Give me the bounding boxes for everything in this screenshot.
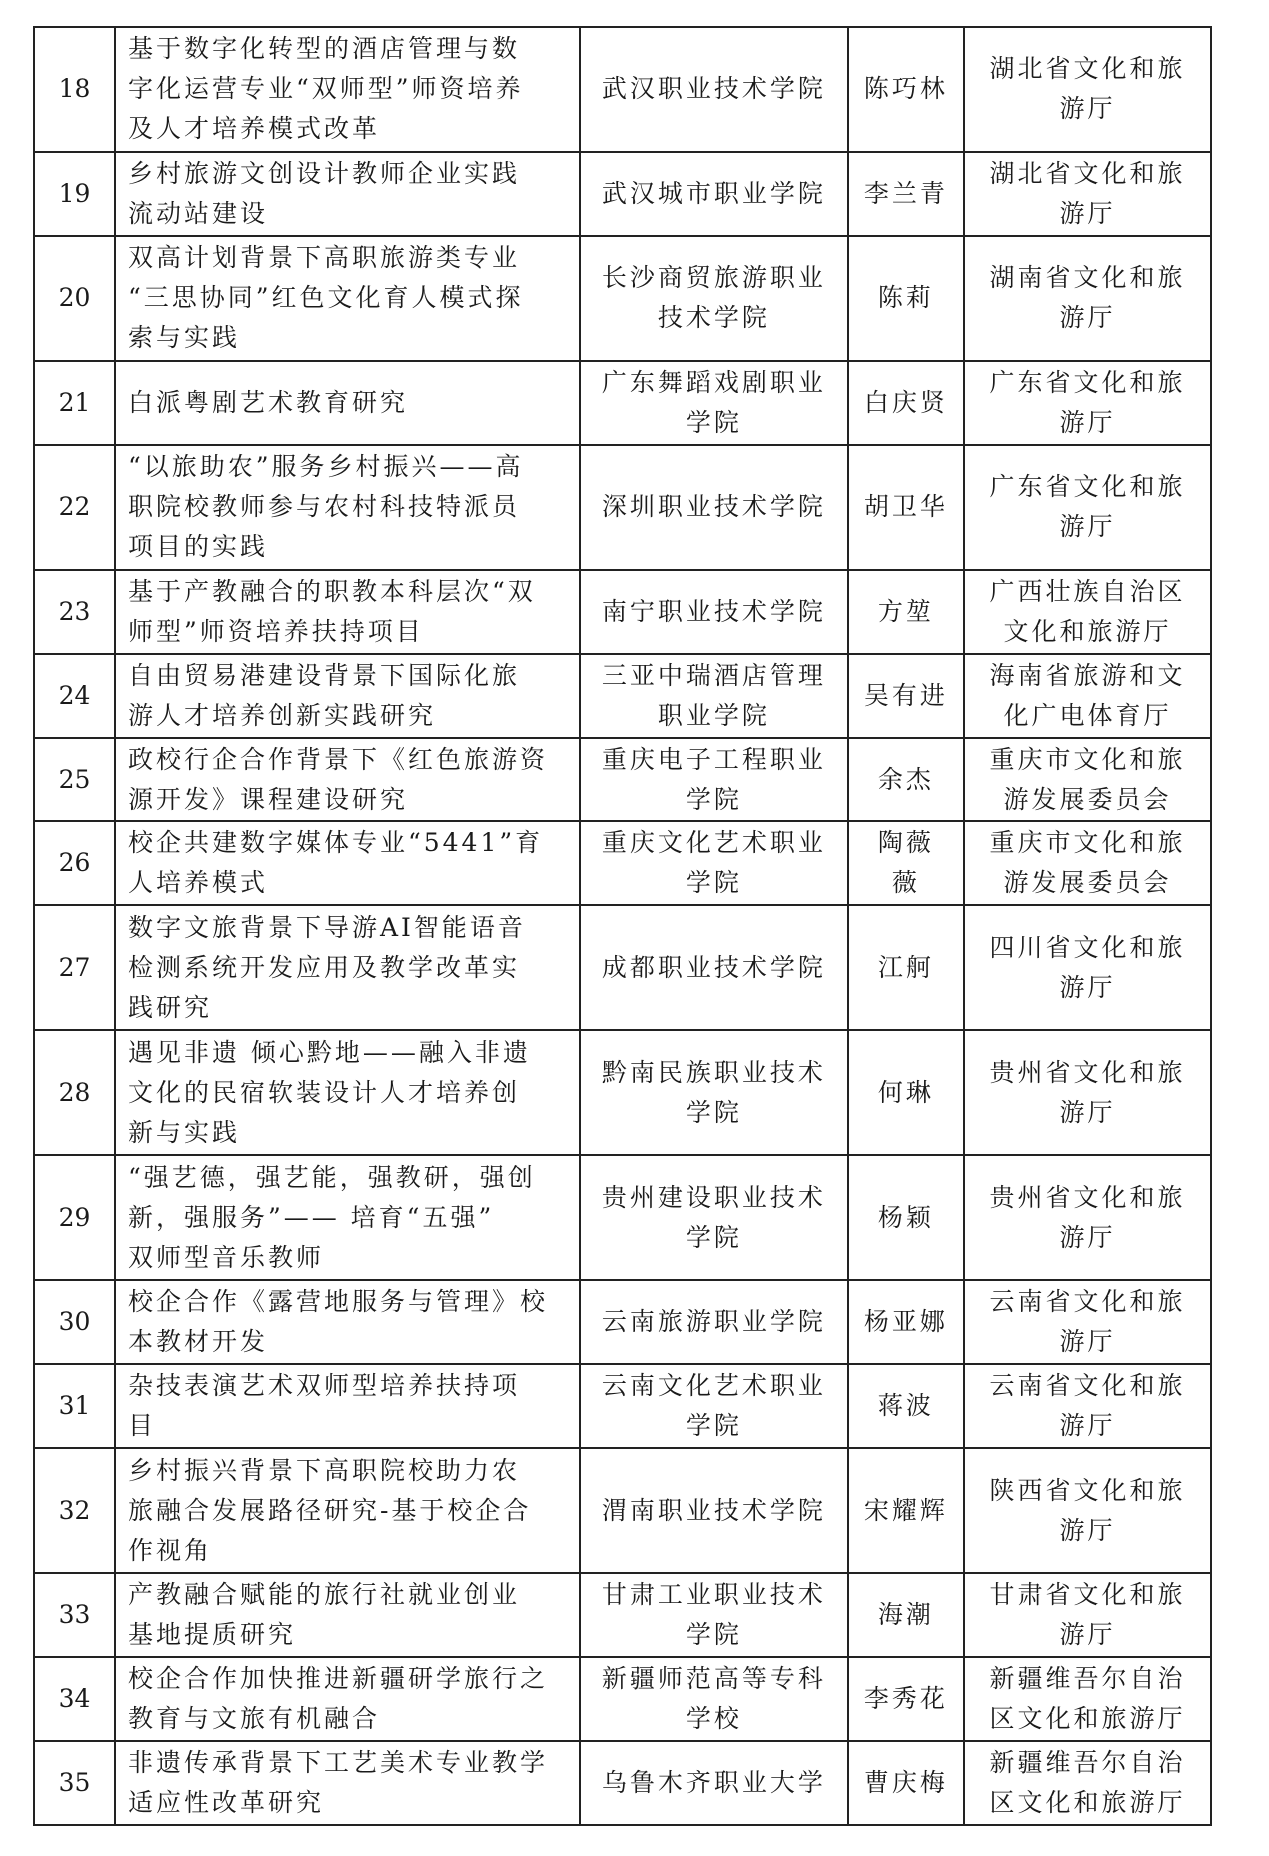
cell-project-title	[115, 361, 580, 445]
cell-department	[964, 738, 1211, 822]
table-row	[34, 905, 1211, 1030]
cell-person-line: 杨亚娜	[863, 1307, 948, 1337]
cell-person	[848, 152, 964, 236]
cell-number: 18	[34, 27, 115, 152]
cell-project-title-line: “以旅助农”服务乡村振兴——高	[127, 452, 524, 482]
cell-person-line: 胡卫华	[863, 492, 948, 522]
cell-department-line: 陕西省文化和旅	[989, 1475, 1186, 1505]
cell-project-title-line: “强艺德，强艺能，强教研，强创	[127, 1162, 536, 1192]
cell-department	[964, 1364, 1211, 1448]
cell-number: 23	[34, 570, 115, 654]
table-body	[34, 27, 1211, 1825]
cell-school-line: 武汉职业技术学院	[601, 74, 826, 104]
cell-department-line: 重庆市文化和旅	[989, 744, 1186, 774]
cell-department	[964, 1448, 1211, 1573]
cell-project-title	[115, 1573, 580, 1657]
cell-person	[848, 361, 964, 445]
cell-project-title	[115, 1030, 580, 1155]
cell-department-line: 游厅	[1059, 1222, 1116, 1252]
cell-project-title	[115, 1155, 580, 1280]
cell-department-line: 区文化和旅游厅	[989, 1787, 1186, 1817]
cell-project-title-line: 基于数字化转型的酒店管理与数	[127, 34, 520, 64]
table-row	[34, 1280, 1211, 1364]
cell-department	[964, 821, 1211, 905]
cell-school-line: 甘肃工业职业技术	[601, 1579, 826, 1609]
cell-school-line: 新疆师范高等专科	[601, 1663, 826, 1693]
cell-school	[580, 570, 848, 654]
cell-department	[964, 1573, 1211, 1657]
cell-project-title-line: 校企合作加快推进新疆研学旅行之	[127, 1663, 548, 1693]
cell-school-line: 学院	[685, 1411, 742, 1441]
table-row	[34, 152, 1211, 236]
cell-department-line: 游厅	[1059, 407, 1116, 437]
cell-person	[848, 1448, 964, 1573]
cell-number: 19	[34, 152, 115, 236]
cell-department-line: 游厅	[1059, 303, 1116, 333]
cell-school	[580, 1657, 848, 1741]
cell-number: 29	[34, 1155, 115, 1280]
cell-project-title-line: 教育与文旅有机融合	[127, 1703, 380, 1733]
cell-person	[848, 236, 964, 361]
cell-number: 30	[34, 1280, 115, 1364]
cell-school-line: 三亚中瑞酒店管理	[601, 660, 826, 690]
cell-school	[580, 821, 848, 905]
cell-project-title-line: 索与实践	[127, 323, 240, 353]
cell-project-title-line: 及人才培养模式改革	[127, 114, 380, 144]
cell-department-line: 化广电体育厅	[1003, 700, 1172, 730]
cell-person-line: 薇	[891, 868, 920, 898]
table-row	[34, 738, 1211, 822]
project-list-table	[33, 26, 1212, 1826]
cell-department-line: 文化和旅游厅	[1003, 616, 1172, 646]
cell-project-title	[115, 1280, 580, 1364]
cell-project-title	[115, 738, 580, 822]
cell-department-line: 广东省文化和旅	[989, 367, 1186, 397]
cell-department-line: 游厅	[1059, 1411, 1116, 1441]
cell-project-title-line: 产教融合赋能的旅行社就业创业	[127, 1579, 520, 1609]
cell-department	[964, 905, 1211, 1030]
cell-department-line: 游厅	[1059, 1327, 1116, 1357]
cell-school-line: 渭南职业技术学院	[601, 1495, 826, 1525]
table-row	[34, 1448, 1211, 1573]
cell-project-title	[115, 654, 580, 738]
cell-person	[848, 1155, 964, 1280]
cell-project-title-line: 数字文旅背景下导游AI智能语音	[127, 912, 526, 942]
cell-project-title-line: 校企合作《露营地服务与管理》校	[127, 1287, 548, 1317]
cell-project-title-line: 遇见非遗 倾心黔地——融入非遗	[127, 1037, 531, 1067]
cell-project-title-line: 非遗传承背景下工艺美术专业教学	[127, 1747, 548, 1777]
cell-project-title	[115, 570, 580, 654]
cell-project-title-line: 新，强服务”—— 培育“五强”	[127, 1202, 495, 1232]
table-row	[34, 1573, 1211, 1657]
cell-number: 21	[34, 361, 115, 445]
table-row	[34, 1030, 1211, 1155]
table-row	[34, 27, 1211, 152]
cell-school	[580, 27, 848, 152]
cell-school-line: 技术学院	[657, 303, 770, 333]
table-row	[34, 1364, 1211, 1448]
cell-department-line: 广西壮族自治区	[989, 576, 1186, 606]
cell-department-line: 游发展委员会	[1003, 868, 1172, 898]
cell-school-line: 重庆文化艺术职业	[601, 828, 826, 858]
cell-project-title-line: 人培养模式	[127, 868, 268, 898]
cell-school-line: 武汉城市职业学院	[601, 178, 826, 208]
cell-project-title-line: “三思协同”红色文化育人模式探	[127, 283, 524, 313]
cell-school-line: 学院	[685, 868, 742, 898]
cell-number: 26	[34, 821, 115, 905]
table-row	[34, 445, 1211, 570]
cell-school	[580, 654, 848, 738]
cell-project-title-line: 本教材开发	[127, 1327, 268, 1357]
cell-person	[848, 27, 964, 152]
cell-person-line: 余杰	[877, 764, 934, 794]
cell-project-title	[115, 1657, 580, 1741]
cell-project-title-line: 作视角	[127, 1535, 212, 1565]
cell-school-line: 长沙商贸旅游职业	[601, 263, 826, 293]
cell-person-line: 吴有进	[863, 680, 948, 710]
cell-project-title-line: 检测系统开发应用及教学改革实	[127, 952, 520, 982]
cell-department-line: 游发展委员会	[1003, 784, 1172, 814]
cell-project-title-line: 白派粤剧艺术教育研究	[127, 387, 408, 417]
cell-person-line: 何琳	[877, 1077, 934, 1107]
cell-school-line: 乌鲁木齐职业大学	[601, 1767, 826, 1797]
cell-number: 27	[34, 905, 115, 1030]
cell-project-title-line: 双高计划背景下高职旅游类专业	[127, 243, 520, 273]
cell-department	[964, 361, 1211, 445]
cell-department-line: 游厅	[1059, 1097, 1116, 1127]
cell-school	[580, 361, 848, 445]
cell-person-line: 李秀花	[863, 1683, 948, 1713]
cell-department	[964, 152, 1211, 236]
cell-person	[848, 738, 964, 822]
cell-department-line: 湖南省文化和旅	[989, 263, 1186, 293]
table-row	[34, 361, 1211, 445]
cell-person-line: 曹庆梅	[863, 1767, 948, 1797]
cell-school-line: 广东舞蹈戏剧职业	[601, 367, 826, 397]
cell-project-title	[115, 1364, 580, 1448]
cell-person-line: 海潮	[877, 1599, 934, 1629]
cell-number: 32	[34, 1448, 115, 1573]
cell-person	[848, 570, 964, 654]
cell-project-title-line: 双师型音乐教师	[127, 1242, 324, 1272]
cell-person-line: 陈巧林	[863, 74, 948, 104]
cell-person-line: 杨颖	[877, 1202, 934, 1232]
cell-department-line: 新疆维吾尔自治	[989, 1747, 1186, 1777]
cell-person-line: 宋耀辉	[863, 1495, 948, 1525]
cell-school-line: 学院	[685, 784, 742, 814]
cell-school	[580, 1448, 848, 1573]
cell-department	[964, 654, 1211, 738]
cell-person-line: 方堃	[877, 596, 934, 626]
cell-school-line: 学院	[685, 407, 742, 437]
table-row	[34, 821, 1211, 905]
cell-project-title-line: 政校行企合作背景下《红色旅游资	[127, 744, 548, 774]
cell-department	[964, 570, 1211, 654]
cell-person	[848, 905, 964, 1030]
cell-school-line: 重庆电子工程职业	[601, 744, 826, 774]
cell-person	[848, 1364, 964, 1448]
cell-person-line: 白庆贤	[863, 387, 948, 417]
cell-department-line: 湖北省文化和旅	[989, 158, 1186, 188]
cell-person-line: 李兰青	[863, 178, 948, 208]
cell-project-title-line: 新与实践	[127, 1117, 240, 1147]
cell-project-title	[115, 1741, 580, 1825]
cell-department-line: 贵州省文化和旅	[989, 1182, 1186, 1212]
cell-department-line: 游厅	[1059, 1515, 1116, 1545]
cell-person-line: 陶薇	[877, 828, 934, 858]
cell-school-line: 南宁职业技术学院	[601, 596, 826, 626]
cell-department-line: 云南省文化和旅	[989, 1371, 1186, 1401]
cell-person	[848, 821, 964, 905]
cell-school-line: 黔南民族职业技术	[601, 1057, 826, 1087]
cell-project-title-line: 杂技表演艺术双师型培养扶持项	[127, 1371, 520, 1401]
cell-school	[580, 1280, 848, 1364]
table-row	[34, 654, 1211, 738]
cell-department-line: 游厅	[1059, 94, 1116, 124]
cell-number: 24	[34, 654, 115, 738]
cell-department-line: 游厅	[1059, 512, 1116, 542]
cell-project-title-line: 目	[127, 1411, 156, 1441]
cell-project-title-line: 校企共建数字媒体专业“5441”育	[127, 828, 544, 858]
cell-school	[580, 1030, 848, 1155]
cell-school	[580, 1155, 848, 1280]
cell-project-title	[115, 445, 580, 570]
cell-project-title-line: 师型”师资培养扶持项目	[127, 616, 424, 646]
cell-school-line: 深圳职业技术学院	[601, 492, 826, 522]
cell-department	[964, 236, 1211, 361]
cell-project-title-line: 践研究	[127, 992, 212, 1022]
cell-department	[964, 1657, 1211, 1741]
cell-school-line: 贵州建设职业技术	[601, 1182, 826, 1212]
cell-project-title-line: 乡村旅游文创设计教师企业实践	[127, 158, 520, 188]
table-row	[34, 1657, 1211, 1741]
cell-school-line: 学院	[685, 1619, 742, 1649]
cell-project-title-line: 源开发》课程建设研究	[127, 784, 408, 814]
cell-school	[580, 1741, 848, 1825]
cell-school-line: 职业学院	[657, 700, 770, 730]
cell-project-title	[115, 1448, 580, 1573]
cell-department	[964, 27, 1211, 152]
cell-school	[580, 905, 848, 1030]
cell-department-line: 湖北省文化和旅	[989, 54, 1186, 84]
cell-department-line: 重庆市文化和旅	[989, 828, 1186, 858]
cell-person-line: 蒋波	[877, 1391, 934, 1421]
cell-school	[580, 152, 848, 236]
cell-number: 22	[34, 445, 115, 570]
cell-department	[964, 445, 1211, 570]
cell-person	[848, 445, 964, 570]
cell-project-title-line: 流动站建设	[127, 198, 268, 228]
cell-school-line: 学院	[685, 1097, 742, 1127]
cell-department-line: 贵州省文化和旅	[989, 1057, 1186, 1087]
cell-project-title-line: 适应性改革研究	[127, 1787, 324, 1817]
cell-project-title-line: 旅融合发展路径研究-基于校企合	[127, 1495, 532, 1525]
table-row	[34, 1155, 1211, 1280]
table-row	[34, 236, 1211, 361]
cell-number: 31	[34, 1364, 115, 1448]
table-row	[34, 570, 1211, 654]
cell-school-line: 成都职业技术学院	[601, 952, 826, 982]
cell-department-line: 广东省文化和旅	[989, 472, 1186, 502]
cell-project-title-line: 基于产教融合的职教本科层次“双	[127, 576, 536, 606]
cell-school	[580, 1364, 848, 1448]
cell-school-line: 云南文化艺术职业	[601, 1371, 826, 1401]
cell-school-line: 学校	[685, 1703, 742, 1733]
cell-school	[580, 738, 848, 822]
cell-person-line: 陈莉	[877, 283, 934, 313]
cell-department	[964, 1155, 1211, 1280]
cell-department-line: 海南省旅游和文	[989, 660, 1186, 690]
cell-project-title	[115, 152, 580, 236]
cell-person	[848, 1280, 964, 1364]
cell-number: 34	[34, 1657, 115, 1741]
cell-school	[580, 236, 848, 361]
cell-project-title-line: 文化的民宿软装设计人才培养创	[127, 1077, 520, 1107]
cell-department	[964, 1280, 1211, 1364]
cell-department-line: 游厅	[1059, 198, 1116, 228]
cell-project-title-line: 基地提质研究	[127, 1619, 296, 1649]
cell-person	[848, 1741, 964, 1825]
cell-school	[580, 445, 848, 570]
cell-project-title	[115, 27, 580, 152]
cell-number: 25	[34, 738, 115, 822]
cell-project-title	[115, 236, 580, 361]
cell-department-line: 区文化和旅游厅	[989, 1703, 1186, 1733]
cell-person	[848, 654, 964, 738]
cell-person-line: 江舸	[877, 952, 934, 982]
cell-department	[964, 1030, 1211, 1155]
cell-project-title	[115, 905, 580, 1030]
cell-project-title-line: 乡村振兴背景下高职院校助力农	[127, 1455, 520, 1485]
cell-school-line: 学院	[685, 1222, 742, 1252]
cell-school-line: 云南旅游职业学院	[601, 1307, 826, 1337]
cell-number: 28	[34, 1030, 115, 1155]
cell-number: 35	[34, 1741, 115, 1825]
table-row	[34, 1741, 1211, 1825]
cell-project-title-line: 项目的实践	[127, 532, 268, 562]
cell-number: 20	[34, 236, 115, 361]
cell-department-line: 新疆维吾尔自治	[989, 1663, 1186, 1693]
cell-number: 33	[34, 1573, 115, 1657]
cell-department-line: 四川省文化和旅	[989, 932, 1186, 962]
cell-department-line: 游厅	[1059, 972, 1116, 1002]
cell-project-title-line: 字化运营专业“双师型”师资培养	[127, 74, 524, 104]
cell-school	[580, 1573, 848, 1657]
cell-department-line: 云南省文化和旅	[989, 1287, 1186, 1317]
cell-person	[848, 1657, 964, 1741]
cell-project-title-line: 自由贸易港建设背景下国际化旅	[127, 660, 520, 690]
cell-project-title	[115, 821, 580, 905]
cell-person	[848, 1573, 964, 1657]
cell-project-title-line: 游人才培养创新实践研究	[127, 700, 436, 730]
cell-person	[848, 1030, 964, 1155]
cell-department	[964, 1741, 1211, 1825]
cell-department-line: 游厅	[1059, 1619, 1116, 1649]
cell-department-line: 甘肃省文化和旅	[989, 1579, 1186, 1609]
cell-project-title-line: 职院校教师参与农村科技特派员	[127, 492, 520, 522]
